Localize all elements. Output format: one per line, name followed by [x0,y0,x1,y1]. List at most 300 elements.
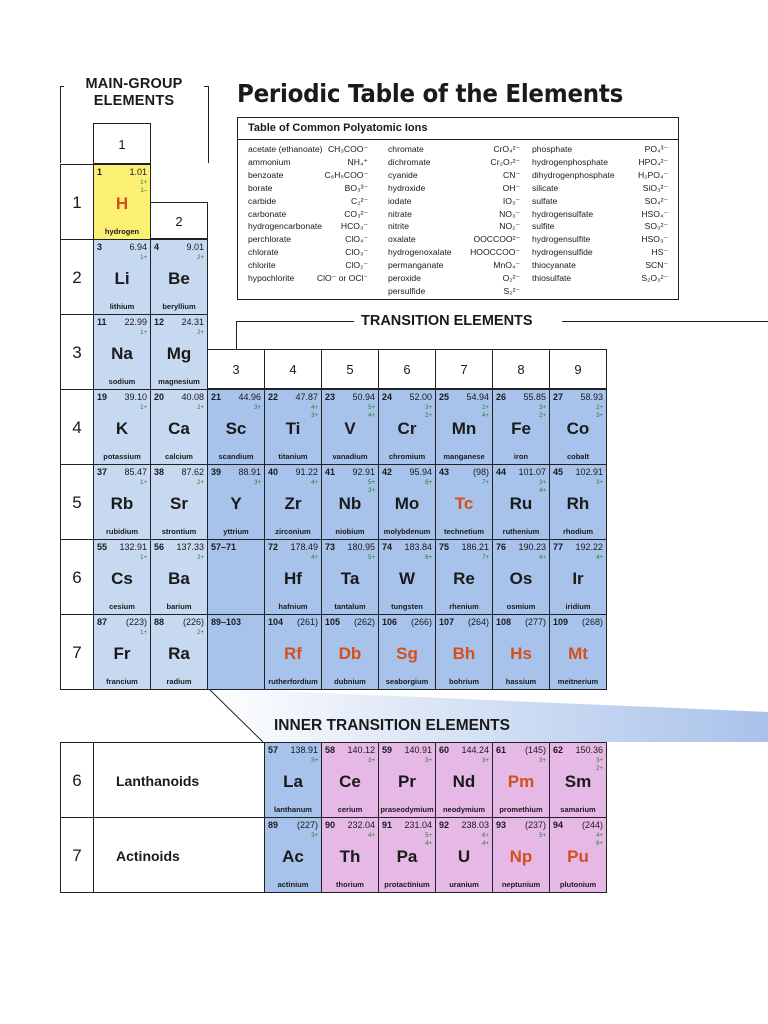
element-molybdenum[interactable] [378,464,436,540]
atomic-number: 42 [382,467,393,477]
atomic-mass: (145) [524,745,546,755]
oxidation-states: 3+ 2+ [539,405,546,419]
ion-name: peroxide [388,273,421,283]
oxidation-states: 3+ [425,758,432,764]
element-thorium[interactable] [321,817,379,893]
atomic-number: 23 [325,392,336,402]
atomic-mass: 50.94 [352,392,375,402]
element-name: rutherfordium [268,677,318,686]
element-technetium[interactable] [435,464,493,540]
oxidation-states: 3+ [596,480,603,486]
atomic-number: 90 [325,820,336,830]
ion-formula: SCN⁻ [645,260,668,271]
atomic-mass: 180.95 [347,542,375,552]
atomic-number: 55 [97,542,108,552]
atomic-mass: 132.91 [119,542,147,552]
atomic-mass: 54.94 [466,392,489,402]
element-name: hydrogen [104,227,140,236]
element-yttrium[interactable] [207,464,265,540]
element-symbol: V [344,419,356,438]
oxidation-states: 3+ [311,833,318,839]
oxidation-states: 2+ [197,405,204,411]
ion-name: iodate [388,195,412,206]
ion-name: dihydrogenphosphate [532,169,615,180]
atomic-mass: 6.94 [129,242,147,252]
ion-formula: MnO₄⁻ [493,260,520,271]
atomic-mass: 231.04 [404,820,432,830]
ion-name: chlorite [248,260,276,271]
atomic-mass: (244) [581,820,603,830]
element-potassium[interactable] [93,389,151,465]
atomic-number: 3 [97,242,103,252]
element-name: barium [166,602,192,611]
element-name: technetium [443,527,484,536]
oxidation-states: 1+ [140,630,147,636]
element-name: neptunium [501,880,541,889]
oxidation-states: 1+ [140,330,147,336]
element-name: plutonium [559,880,597,889]
element-symbol: U [457,847,471,866]
element-vanadium[interactable] [321,389,379,465]
atomic-number: 108 [496,617,512,627]
ion-formula: IO₃⁻ [502,195,520,206]
element-magnesium[interactable] [150,314,208,390]
element-scandium[interactable] [207,389,265,465]
atomic-mass: 1.01 [129,167,147,177]
element-symbol: Fe [511,419,531,438]
element-symbol: Nb [338,494,362,513]
element-ruthenium[interactable] [492,464,550,540]
element-symbol: Pr [398,772,416,791]
element-symbol: Pm [507,772,535,791]
atomic-number: 39 [211,467,222,477]
oxidation-states: 2+ [197,555,204,561]
element-cobalt[interactable] [549,389,607,465]
element-symbol: Sc [225,419,247,438]
element-name: calcium [165,452,193,461]
ion-name: hydrogensulfide [532,247,593,258]
element-name: scandium [218,452,254,461]
atomic-mass: (261) [296,617,318,627]
element-symbol: Ac [282,847,304,866]
group-header-7: 7 [435,349,493,389]
oxidation-states: 2+ [197,630,204,636]
element-symbol: Ra [168,644,190,663]
range-label: 57–71 [211,542,237,552]
atomic-number: 37 [97,467,108,477]
ion-name: hydrogensulfite [532,234,591,245]
element-hassium[interactable] [492,614,550,690]
ion-name: cyanide [388,169,418,180]
atomic-number: 27 [553,392,564,402]
oxidation-states: 1+ [140,405,147,411]
atomic-mass: (277) [524,617,546,627]
ion-name: thiocyanate [532,260,576,271]
atomic-mass: 22.99 [124,317,147,327]
ion-name: hydroxide [388,182,426,193]
element-name: promethium [499,805,543,814]
atomic-mass: (264) [467,617,489,627]
element-chromium[interactable] [378,389,436,465]
oxidation-states: 4+ 3+ [311,405,318,419]
period-label-3: 3 [60,314,94,390]
element-name: vanadium [332,452,368,461]
ion-formula: CO₃²⁻ [344,208,368,219]
element-name: hafnium [278,602,308,611]
element-rhenium[interactable] [435,539,493,615]
element-name: neodymium [442,805,486,814]
series-label-actinoids: Actinoids [116,848,180,864]
element-bohrium[interactable] [435,614,493,690]
element-name: osmium [506,602,536,611]
ion-name: chromate [388,144,424,154]
element-francium[interactable] [93,614,151,690]
atomic-number: 75 [439,542,450,552]
element-name: radium [166,677,192,686]
element-cerium[interactable] [321,742,379,818]
element-symbol: K [115,419,129,438]
element-symbol: Y [230,494,242,513]
element-name: samarium [560,805,596,814]
range-cell-actinoid_range [207,614,265,690]
inner-transition-label: INNER TRANSITION ELEMENTS [274,717,510,734]
atomic-number: 21 [211,392,222,402]
ion-formula: SiO₃²⁻ [642,182,668,193]
atomic-mass: 101.07 [518,467,546,477]
ion-formula: O₂²⁻ [502,273,520,283]
atomic-mass: 183.84 [404,542,432,552]
element-symbol: La [283,772,303,791]
element-name: cesium [109,602,135,611]
atomic-number: 74 [382,542,393,552]
range-cell-lanthanoid_range [207,539,265,615]
oxidation-states: 1+ [140,555,147,561]
element-samarium[interactable] [549,742,607,818]
group-header-4: 4 [264,349,322,389]
element-symbol: Hf [284,569,302,588]
ion-formula: ClO₂⁻ [345,260,368,271]
oxidation-states: 4+ 6+ [596,833,603,847]
group-header-2: 2 [150,202,208,239]
element-niobium[interactable] [321,464,379,540]
oxidation-states: 5+ [539,833,546,839]
atomic-mass: 47.87 [295,392,318,402]
atomic-mass: (262) [353,617,375,627]
element-hydrogen[interactable] [93,164,151,240]
element-seaborgium[interactable] [378,614,436,690]
ion-formula: HSO₄⁻ [641,208,668,219]
ion-name: persulfide [388,285,426,296]
oxidation-states: 2+ 3+ [596,405,603,419]
series-label-lanthanoids: Lanthanoids [116,773,200,789]
element-strontium[interactable] [150,464,208,540]
element-name: yttrium [223,527,249,536]
oxidation-states: 4+ [311,480,318,486]
element-protactinium[interactable] [378,817,436,893]
atomic-number: 106 [382,617,398,627]
element-cesium[interactable] [93,539,151,615]
ion-formula: S₂O₃²⁻ [641,273,668,283]
atomic-mass: 91.22 [295,467,318,477]
ion-formula: CN⁻ [503,169,520,180]
atomic-number: 45 [553,467,564,477]
atomic-mass: 44.96 [238,392,261,402]
atomic-mass: 140.12 [347,745,375,755]
ion-name: nitrite [388,221,410,232]
oxidation-states: 5+ 3+ [368,480,375,494]
element-symbol: Pa [396,847,418,866]
element-tantalum[interactable] [321,539,379,615]
atomic-number: 57 [268,745,279,755]
ion-formula: PO₄³⁻ [644,144,668,154]
element-iridium[interactable] [549,539,607,615]
oxidation-states: 7+ [482,555,489,561]
atomic-number: 4 [154,242,160,252]
ion-formula: CrO₄²⁻ [493,144,520,154]
element-name: iron [513,452,529,461]
element-name: thorium [336,880,364,889]
atomic-mass: 190.23 [518,542,546,552]
group-header-9: 9 [549,349,607,389]
atomic-mass: 9.01 [186,242,204,252]
period-label-5: 5 [60,464,94,540]
ion-formula: Cr₂O₇²⁻ [490,156,520,167]
element-rubidium[interactable] [93,464,151,540]
element-sodium[interactable] [93,314,151,390]
element-name: titanium [278,452,308,461]
atomic-mass: 55.85 [523,392,546,402]
period-label-6: 6 [60,539,94,615]
element-symbol: Na [111,344,133,363]
element-name: rubidium [105,527,139,536]
atomic-number: 20 [154,392,165,402]
group-header-8: 8 [492,349,550,389]
element-plutonium[interactable] [549,817,607,893]
element-symbol: Mo [394,494,420,513]
ion-formula: S₂²⁻ [503,285,520,296]
transition-elements-label: TRANSITION ELEMENTS [355,313,539,329]
oxidation-states: 6+ [425,555,432,561]
period-label-2: 2 [60,239,94,315]
element-name: potassium [103,452,141,461]
element-dubnium[interactable] [321,614,379,690]
atomic-number: 58 [325,745,336,755]
atomic-mass: 150.36 [575,745,603,755]
element-symbol: Re [453,569,475,588]
atomic-mass: 92.91 [352,467,375,477]
ion-formula: NH₄⁺ [347,156,368,167]
element-name: cerium [337,805,363,814]
atomic-number: 43 [439,467,450,477]
element-lithium[interactable] [93,239,151,315]
oxidation-states: 1+ 1– [140,180,147,194]
oxidation-states: 1+ [140,480,147,486]
element-symbol: Mg [166,344,192,363]
series-box-lanthanoids [93,742,265,818]
element-symbol: Rh [566,494,590,513]
element-neodymium[interactable] [435,742,493,818]
element-symbol: Ca [168,419,190,438]
element-name: molybdenum [383,527,431,536]
element-osmium[interactable] [492,539,550,615]
element-name: hassium [505,677,537,686]
oxidation-states: 3+ [254,480,261,486]
atomic-number: 26 [496,392,507,402]
element-symbol: Co [566,419,590,438]
oxidation-states: 3+ 4+ [539,480,546,494]
element-titanium[interactable] [264,389,322,465]
element-name: praseodymium [380,805,434,814]
element-symbol: Rb [110,494,134,513]
ion-formula: HOOCCOO⁻ [470,247,520,258]
element-name: rhenium [449,602,479,611]
element-symbol: Hs [510,644,532,663]
atomic-number: 91 [382,820,393,830]
element-barium[interactable] [150,539,208,615]
ion-formula: H₂PO₄⁻ [637,169,668,180]
ion-name: permanganate [388,260,444,271]
atomic-number: 93 [496,820,507,830]
ion-name: carbonate [248,208,287,219]
element-tungsten[interactable] [378,539,436,615]
element-symbol: Bh [452,644,476,663]
element-name: rhodium [563,527,593,536]
atomic-mass: 238.03 [461,820,489,830]
element-symbol: Cr [397,419,417,438]
element-manganese[interactable] [435,389,493,465]
ion-name: ammonium [248,156,291,167]
ion-name: oxalate [388,234,416,245]
oxidation-states: 3+ 2+ [596,758,603,772]
element-symbol: Mn [451,419,477,438]
oxidation-states: 4+ [596,555,603,561]
atomic-mass: 39.10 [124,392,147,402]
ion-formula: HS⁻ [651,247,668,258]
atomic-number: 22 [268,392,279,402]
element-actinium[interactable] [264,817,322,893]
element-beryllium[interactable] [150,239,208,315]
element-name: protactinium [384,880,430,889]
element-symbol: Ce [339,772,361,791]
atomic-number: 72 [268,542,279,552]
element-name: dubnium [334,677,366,686]
element-name: lanthanum [274,805,312,814]
element-symbol: Th [339,847,361,866]
atomic-mass: (266) [410,617,432,627]
element-praseodymium[interactable] [378,742,436,818]
element-meitnerium[interactable] [549,614,607,690]
element-name: meitnerium [557,677,599,686]
group-header-1: 1 [93,123,151,164]
element-symbol: Ti [285,419,301,438]
oxidation-states: 2+ [197,255,204,261]
atomic-number: 89 [268,820,279,830]
element-promethium[interactable] [492,742,550,818]
ion-name: perchlorate [248,234,291,245]
element-name: manganese [443,452,485,461]
ion-name: hydrogensulfate [532,208,594,219]
element-name: magnesium [158,377,200,386]
element-symbol: Db [338,644,362,663]
atomic-number: 41 [325,467,336,477]
oxidation-states: 4+ [311,555,318,561]
ion-name: thiosulfate [532,273,572,283]
element-symbol: H [115,194,129,213]
element-symbol: Be [168,269,190,288]
element-symbol: Cs [111,569,133,588]
element-symbol: Pu [567,847,589,866]
atomic-number: 56 [154,542,165,552]
atomic-mass: 138.91 [290,745,318,755]
element-name: actinium [277,880,309,889]
atomic-number: 105 [325,617,341,627]
atomic-mass: 178.49 [290,542,318,552]
ion-name: hydrogenoxalate [388,247,452,258]
ion-formula: HCO₃⁻ [340,221,368,232]
element-zirconium[interactable] [264,464,322,540]
element-neptunium[interactable] [492,817,550,893]
element-rhodium[interactable] [549,464,607,540]
atomic-mass: 137.33 [176,542,204,552]
element-hafnium[interactable] [264,539,322,615]
element-lanthanum[interactable] [264,742,322,818]
atomic-number: 104 [268,617,284,627]
group-header-6: 6 [378,349,436,389]
atomic-mass: 192.22 [575,542,603,552]
page-title: Periodic Table of the Elements [237,79,624,108]
element-rutherfordium[interactable] [264,614,322,690]
atomic-number: 44 [496,467,507,477]
oxidation-states: 3+ [254,405,261,411]
element-name: ruthenium [502,527,540,536]
atomic-number: 76 [496,542,507,552]
element-radium[interactable] [150,614,208,690]
atomic-mass: 24.31 [181,317,204,327]
oxidation-states: 3+ [368,758,375,764]
ion-formula: CH₃COO⁻ [327,144,368,154]
atomic-number: 109 [553,617,569,627]
element-symbol: Li [114,269,130,288]
element-symbol: Fr [113,644,131,663]
element-symbol: Ba [168,569,190,588]
ion-formula: HSO₃⁻ [641,234,668,245]
inner-period-label: 7 [60,817,94,893]
atomic-number: 92 [439,820,450,830]
main-group-label-line2: ELEMENTS [93,93,175,109]
atomic-number: 11 [97,317,107,327]
element-symbol: Os [509,569,533,588]
atomic-number: 87 [97,617,108,627]
atomic-mass: 95.94 [409,467,432,477]
atomic-number: 12 [154,317,165,327]
element-symbol: Mt [568,644,588,663]
atomic-number: 77 [553,542,564,552]
atomic-mass: 88.91 [238,467,261,477]
atomic-mass: 85.47 [124,467,147,477]
ion-name: sulfate [532,195,558,206]
atomic-number: 62 [553,745,564,755]
atomic-mass: (98) [472,467,489,477]
atomic-number: 24 [382,392,393,402]
atomic-mass: 140.91 [404,745,432,755]
atomic-mass: 186.21 [461,542,489,552]
atomic-number: 107 [439,617,455,627]
element-name: tantalum [334,602,366,611]
element-iron[interactable] [492,389,550,465]
atomic-number: 59 [382,745,393,755]
element-calcium[interactable] [150,389,208,465]
element-uranium[interactable] [435,817,493,893]
